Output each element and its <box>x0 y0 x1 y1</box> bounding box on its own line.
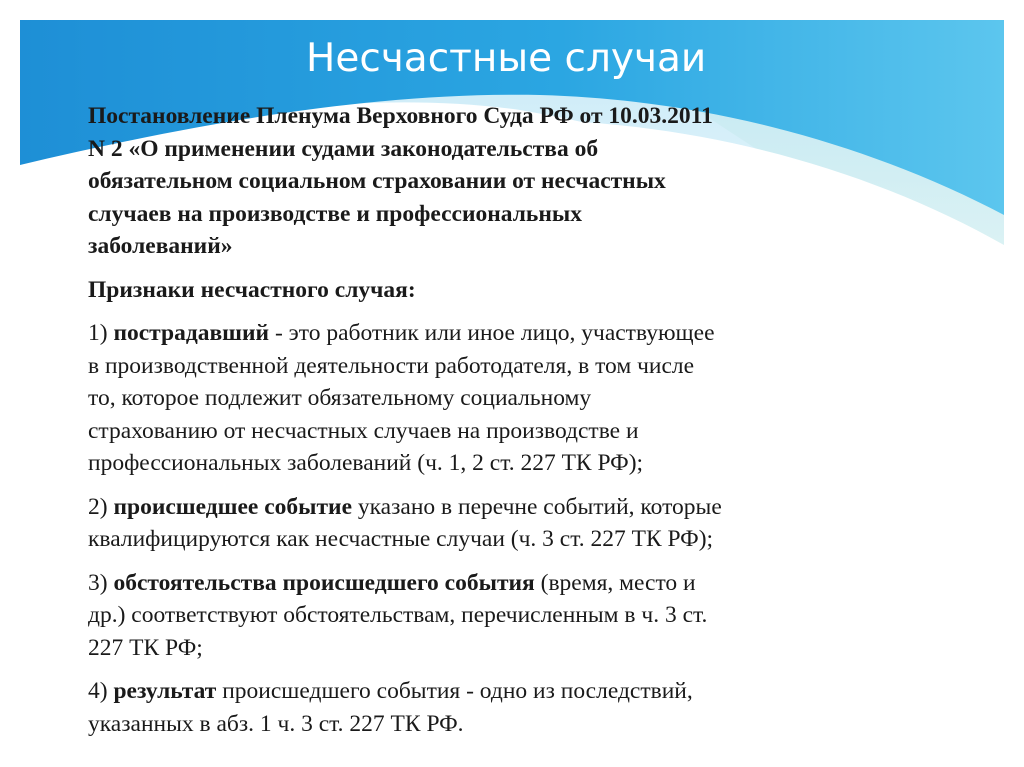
resolution-line: случаев на производстве и профессиональных <box>88 200 582 227</box>
item-text: квалифицируются как несчастные случаи (ч. 3 ст. 227 ТК РФ); <box>88 526 714 552</box>
resolution-line: N 2 «О применении судами законодательства об <box>88 135 599 162</box>
list-item <box>88 491 888 556</box>
item-text: страхованию от несчастных случаев на производстве и <box>88 417 639 444</box>
list-item <box>88 675 888 740</box>
resolution-line: обязательном социальном страховании от несчастных <box>88 168 666 194</box>
item-number: 1) <box>88 320 108 346</box>
resolution-line: заболеваний» <box>88 233 233 259</box>
item-text: происшедшего события - одно из последствий, <box>222 678 693 704</box>
item-text: то, которое подлежит обязательному социальному <box>88 385 592 411</box>
item-term: происшедшее событие <box>113 493 352 520</box>
item-term: пострадавший <box>113 320 270 346</box>
item-number: 4) <box>88 678 108 704</box>
signs-heading: Признаки несчастного случая: <box>88 276 416 303</box>
item-text: указанных в абз. 1 ч. 3 ст. 227 ТК РФ. <box>88 710 464 737</box>
resolution-line: Постановление Пленума Верховного Суда РФ от 10.03.2011 <box>88 103 713 129</box>
item-number: 3) <box>88 569 108 596</box>
list-item <box>88 317 888 480</box>
item-text: - это работник или иное лицо, участвующее <box>274 320 715 346</box>
item-text: 227 ТК РФ; <box>88 634 203 661</box>
item-text: профессиональных заболеваний (ч. 1, 2 ст. 227 ТК РФ); <box>88 450 644 476</box>
slide-content <box>88 100 888 751</box>
item-text: (время, место и <box>540 569 696 596</box>
resolution-reference <box>88 100 888 263</box>
item-term: результат <box>113 678 217 704</box>
list-item <box>88 567 888 665</box>
item-text: др.) соответствуют обстоятельствам, перечисленным в ч. 3 ст. <box>88 602 708 628</box>
item-text: в производственной деятельности работодателя, в том числе <box>88 352 695 379</box>
item-number: 2) <box>88 493 108 520</box>
item-term: обстоятельства происшедшего события <box>113 569 535 596</box>
item-text: указано в перечне событий, которые <box>357 493 722 520</box>
slide-title: Несчастные случаи <box>306 36 707 81</box>
